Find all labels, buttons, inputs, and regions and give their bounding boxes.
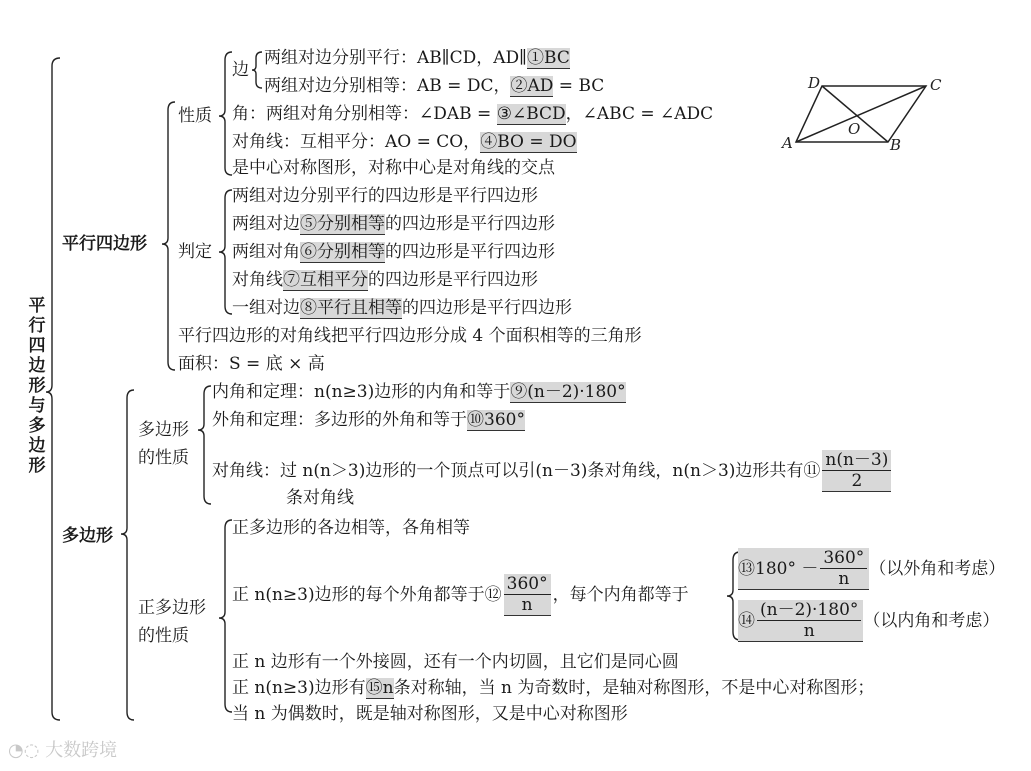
inner-angle-line: 内角和定理：n(n≥3)边形的内角和等于⑨(n－2)·180° — [212, 382, 626, 402]
vertex-d-label: D — [808, 74, 821, 92]
center-symmetry-line: 是中心对称图形，对称中心是对角线的交点 — [232, 158, 555, 178]
answer-11-fraction: $\frac{n(n-3)}{2}$ — [822, 450, 891, 492]
regular-line-4: 正 n(n≥3)边形有⑮n条对称轴，当 n 为奇数时，是轴对称图形，不是中心对称图形； — [232, 678, 875, 698]
side-label: 边 — [232, 60, 249, 80]
props-label: 性质 — [178, 106, 212, 126]
poly-props-label-2: 的性质 — [138, 448, 189, 468]
judge-label: 判定 — [178, 242, 212, 262]
judge-line-2: 两组对边⑤分别相等的四边形是平行四边形 — [232, 214, 555, 234]
answer-8: ⑧平行且相等 — [300, 298, 402, 318]
answer-5: ⑤分别相等 — [300, 214, 385, 234]
vertex-a-label: A — [782, 134, 793, 152]
area-line: 面积：S = 底 × 高 — [178, 354, 325, 374]
answer-12-fraction: $\frac{360^\circ}{n}$ — [504, 574, 551, 616]
judge-line-1: 两组对边分别平行的四边形是平行四边形 — [232, 186, 538, 206]
parallelogram-label: 平行四边形 — [62, 234, 147, 254]
side-equal-line: 两组对边分别相等：AB = DC，②AD = BC — [264, 76, 605, 96]
interior-option-14: ⑭ $\frac{(n-2)\cdot 180^\circ}{n}$ （以内角和考虑） — [738, 600, 1000, 641]
answer-14: ⑭ $\frac{(n-2)\cdot 180^\circ}{n}$ — [738, 600, 863, 642]
outer-angle-line: 外角和定理：多边形的外角和等于⑩360° — [212, 410, 525, 430]
interior-option-13: ⑬180° － $\frac{360^\circ}{n}$ （以外角和考虑） — [738, 548, 1006, 589]
answer-13: ⑬180° － $\frac{360^\circ}{n}$ — [738, 548, 869, 590]
answer-2: ②AD — [510, 76, 554, 96]
vertex-b-label: B — [890, 136, 902, 154]
center-o-label: O — [848, 120, 861, 138]
judge-line-4: 对角线⑦互相平分的四边形是平行四边形 — [232, 270, 538, 290]
root-label: 平 行 四 边 形 与 多 边 形 — [28, 296, 46, 476]
poly-diagonal-line: 对角线：过 n(n＞3)边形的一个顶点可以引(n－3)条对角线，n(n＞3)边形共有⑪ $\frac{n(n-3)}{2}$ — [212, 450, 893, 492]
regular-line-2: 正 n(n≥3)边形的每个外角都等于⑫ $\frac{360^\circ}{n}$ ，每个内角都等于 — [232, 574, 689, 615]
answer-9: ⑨(n－2)·180° — [510, 382, 626, 402]
angle-line: 角：两组对角分别相等：∠DAB = ③∠BCD，∠ABC = ∠ADC — [232, 104, 714, 124]
regular-label-2: 的性质 — [138, 626, 189, 646]
regular-label-1: 正多边形 — [138, 598, 206, 618]
answer-4: ④BO = DO — [480, 132, 577, 152]
parallelogram-figure — [780, 70, 950, 155]
diagonal-line: 对角线：互相平分：AO = CO，④BO = DO — [232, 132, 577, 152]
regular-line-1: 正多边形的各边相等，各角相等 — [232, 518, 470, 538]
judge-line-3: 两组对角⑥分别相等的四边形是平行四边形 — [232, 242, 555, 262]
regular-line-5: 当 n 为偶数时，既是轴对称图形，又是中心对称图形 — [232, 704, 628, 724]
judge-line-5: 一组对边⑧平行且相等的四边形是平行四边形 — [232, 298, 572, 318]
answer-7: ⑦互相平分 — [283, 270, 368, 290]
poly-props-label-1: 多边形 — [138, 420, 189, 440]
answer-6: ⑥分别相等 — [300, 242, 385, 262]
answer-10: ⑩360° — [467, 410, 525, 430]
answer-15: ⑮n — [365, 678, 394, 698]
split-line: 平行四边形的对角线把平行四边形分成 4 个面积相等的三角形 — [178, 326, 642, 346]
vertex-c-label: C — [930, 76, 942, 94]
watermark-logo: ◔◌ 大数跨境 — [8, 740, 118, 761]
regular-line-3: 正 n 边形有一个外接圆，还有一个内切圆，且它们是同心圆 — [232, 652, 679, 672]
side-parallel-line: 两组对边分别平行：AB∥CD，AD∥①BC — [264, 48, 570, 68]
answer-3: ③∠BCD — [496, 104, 566, 124]
poly-diagonal-tail: 条对角线 — [286, 488, 354, 508]
polygon-label: 多边形 — [62, 526, 113, 546]
answer-1: ①BC — [527, 48, 570, 68]
